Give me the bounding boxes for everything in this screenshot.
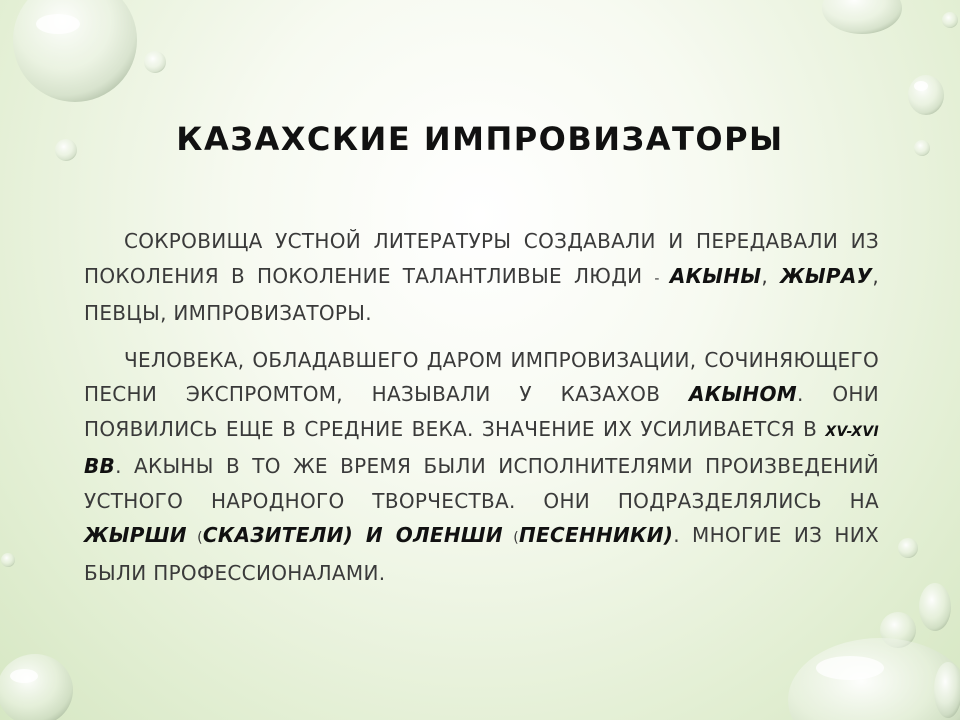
slide-body — [84, 224, 879, 602]
paragraph-2 — [84, 343, 879, 591]
water-drop — [1, 553, 15, 567]
centuries-bb: ВВ — [84, 454, 116, 478]
water-drop — [942, 12, 958, 28]
water-drop — [0, 654, 73, 720]
water-drop — [144, 51, 166, 73]
water-drop — [816, 656, 884, 680]
term-pesenniki: ПЕСЕННИКИ — [519, 523, 664, 547]
term-akynom: АКЫНОМ — [688, 382, 797, 406]
p1-text-1: СОКРОВИЩА УСТНОЙ ЛИТЕРАТУРЫ СОЗДАВАЛИ И ПЕРЕДАВАЛИ ИЗ ПОКОЛЕНИЯ В ПОКОЛЕНИЕ ТАЛАНТЛИВЫЕ ЛЮДИ — [84, 229, 879, 288]
p2-text-4: . МНОГИЕ ИЗ НИХ БЫЛИ ПРОФЕССИОНАЛАМИ. — [84, 523, 879, 585]
water-drop — [914, 81, 928, 91]
p2-text-3: . АКЫНЫ В ТО ЖЕ ВРЕМЯ БЫЛИ ИСПОЛНИТЕЛЯМИ ПРОИЗВЕДЕНИЙ УСТНОГО НАРОДНОГО ТВОРЧЕСТВА. ОНИ ПОДРАЗДЕЛЯЛИСЬ НА — [84, 454, 879, 513]
p2-text-2: . ОНИ ПОЯВИЛИСЬ ЕЩЕ В СРЕДНИЕ ВЕКА. ЗНАЧЕНИЕ ИХ УСИЛИВАЕТСЯ В — [84, 382, 879, 441]
term-zhyrshi: ЖЫРШИ — [84, 523, 187, 547]
term-olenshi: И ОЛЕНШИ — [353, 523, 503, 547]
paren-open-2: ( — [502, 530, 519, 546]
paren-close-1: ) — [343, 523, 354, 547]
water-drop — [908, 75, 944, 115]
water-drop — [822, 0, 902, 34]
term-akyny: АКЫНЫ — [669, 263, 762, 288]
term-skaziteli: СКАЗИТЕЛИ — [202, 523, 344, 547]
water-drop — [898, 538, 918, 558]
water-drop — [36, 14, 80, 34]
water-drop — [10, 669, 38, 683]
paragraph-1 — [84, 224, 879, 331]
water-drop — [919, 583, 951, 631]
paren-close-2: ) — [663, 523, 674, 547]
term-zhyrau: ЖЫРАУ — [780, 263, 873, 288]
p1-text-2: , — [761, 263, 781, 288]
slide-title: КАЗАХСКИЕ ИМПРОВИЗАТОРЫ — [176, 120, 784, 158]
water-drop — [788, 638, 960, 720]
paren-open-1: ( — [186, 530, 203, 546]
centuries-range: XV-XVI — [825, 423, 879, 440]
p2-text-1: ЧЕЛОВЕКА, ОБЛАДАВШЕГО ДАРОМ ИМПРОВИЗАЦИИ, СОЧИНЯЮЩЕГО ПЕСНИ ЭКСПРОМТОМ, НАЗЫВАЛИ У КАЗАХОВ — [84, 347, 879, 406]
p1-dash: - — [654, 270, 670, 287]
p1-text-3: , ПЕВЦЫ, ИМПРОВИЗАТОРЫ. — [84, 263, 879, 325]
water-drop — [13, 0, 137, 102]
